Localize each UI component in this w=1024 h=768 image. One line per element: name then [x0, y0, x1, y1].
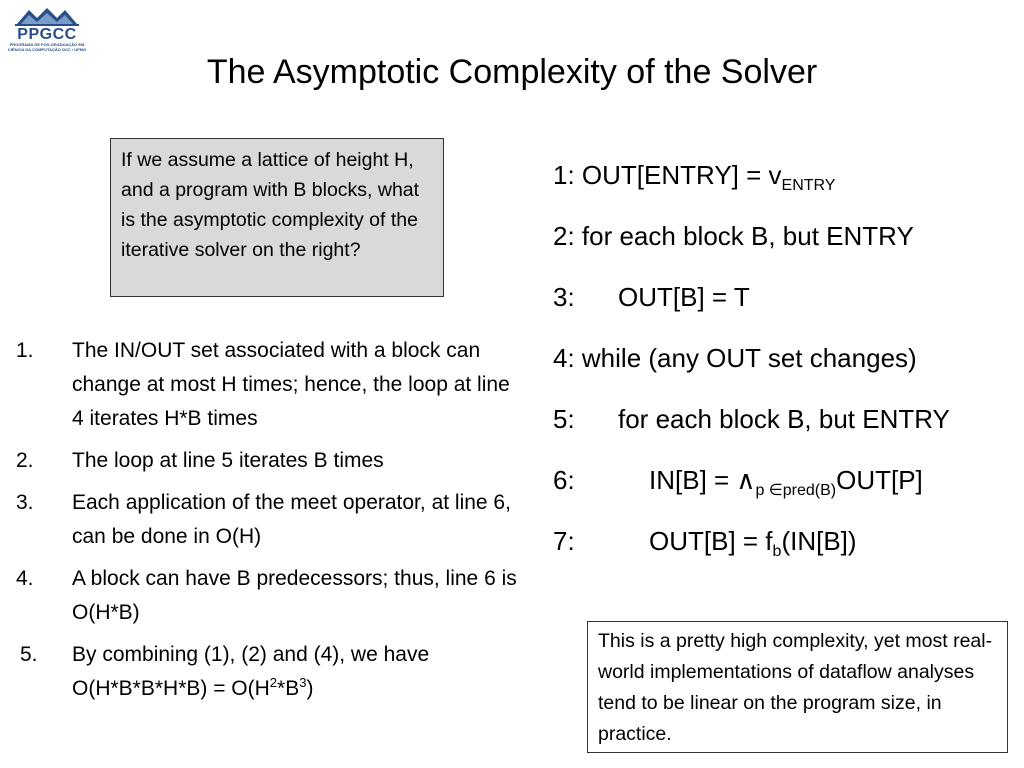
- list-item: [10, 444, 520, 478]
- algorithm-line-number: 3:: [553, 282, 575, 312]
- algorithm-line-number: 6:: [553, 465, 575, 495]
- list-item-text: The IN/OUT set associated with a block can change at most H times; hence, the loop at line 4 iterates H*B times: [72, 339, 510, 430]
- algorithm-line-1: [553, 160, 1013, 221]
- algorithm-line-4: [553, 343, 1013, 404]
- exponent: 3: [299, 675, 307, 690]
- algorithm-line-6: [553, 465, 1013, 526]
- ppgcc-logo-icon: [15, 6, 79, 26]
- subscript: ENTRY: [781, 177, 836, 194]
- list-item: [10, 638, 520, 706]
- list-item-number: 3.: [16, 491, 34, 514]
- algorithm-line-text: [649, 465, 923, 499]
- algorithm-line-text: 4: while (any OUT set changes): [553, 343, 917, 373]
- list-item-number: 4.: [16, 567, 34, 590]
- note-text: This is a pretty high complexity, yet most real-world implementations of dataflow analyses tend to be linear on the program size, in practice.: [598, 630, 993, 745]
- list-item-text-b: *B: [277, 677, 300, 700]
- subscript: b: [772, 543, 782, 560]
- logo-name: PPGCC: [17, 26, 77, 43]
- list-item-number: 1.: [16, 339, 34, 362]
- exponent: 2: [269, 675, 278, 690]
- list-item-text: The loop at line 5 iterates B times: [72, 449, 384, 472]
- algorithm-line-text: for each block B, but ENTRY: [618, 404, 950, 434]
- algorithm-line-text: 1: OUT[ENTRY] = v: [553, 160, 782, 190]
- algorithm-line-number: 5:: [553, 404, 575, 434]
- transfer-expression: OUT[B] = f: [649, 526, 773, 556]
- question-box: [110, 138, 444, 297]
- list-item: [10, 486, 520, 554]
- meet-expression: IN[B] = ∧: [649, 465, 756, 495]
- list-item-text-c: ): [306, 677, 314, 700]
- subscript: p ∈pred(B): [755, 482, 837, 499]
- algorithm-line-5: [553, 404, 1013, 465]
- analysis-list: [10, 334, 520, 714]
- list-item-text-a: By combining (1), (2) and (4), we have O(H*B*B*H*B) = O(H: [72, 643, 430, 700]
- algorithm-line-3: [553, 282, 1013, 343]
- question-text: If we assume a lattice of height H, and a program with B blocks, what is the asymptotic complexity of the iterative solver on the right?: [121, 149, 420, 261]
- list-item: [10, 334, 520, 436]
- slide-title: The Asymptotic Complexity of the Solver: [206, 53, 818, 91]
- list-item-text: [72, 643, 429, 700]
- algorithm-line-number: 7:: [553, 526, 575, 556]
- logo-subtitle: PROGRAMA DE PÓS-GRADUAÇÃO EM CIÊNCIA DA COMPUTAÇÃO DCC • UFMG: [7, 42, 87, 52]
- list-item-number: 5.: [20, 643, 38, 666]
- transfer-operand: (IN[B]): [781, 526, 857, 556]
- algorithm-line-7: [553, 526, 1013, 587]
- algorithm-line-text: OUT[B] = T: [618, 282, 750, 312]
- meet-operand: OUT[P]: [836, 465, 923, 495]
- list-item-number: 2.: [16, 449, 34, 472]
- algorithm-line-text: [649, 526, 857, 560]
- list-item-text: A block can have B predecessors; thus, line 6 is O(H*B): [72, 567, 517, 624]
- list-item-text: Each application of the meet operator, at line 6, can be done in O(H): [72, 491, 511, 548]
- algorithm-line-2: [553, 221, 1013, 282]
- note-box: [587, 621, 1008, 753]
- list-item: [10, 562, 520, 630]
- solver-algorithm: [553, 160, 1013, 587]
- algorithm-line-text: 2: for each block B, but ENTRY: [553, 221, 914, 251]
